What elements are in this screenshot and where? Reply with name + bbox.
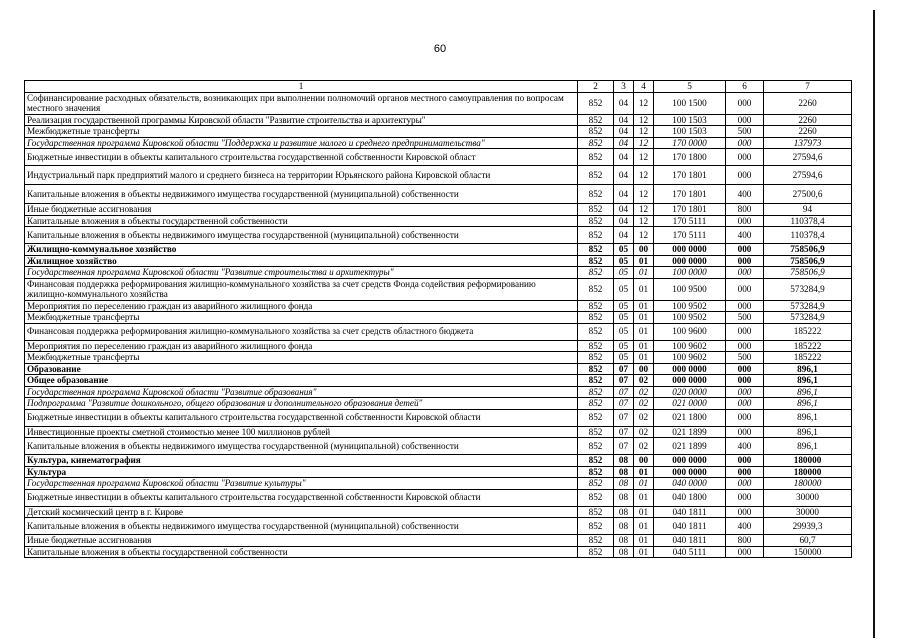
row-description: Капитальные вложения в объекты государственной собственности <box>25 215 578 227</box>
row-description: Бюджетные инвестиции в объекты капитального строительства государственной собственности Кировской област <box>25 149 578 166</box>
row-amount: 180000 <box>764 455 852 467</box>
row-description: Мероприятия по переселению граждан из аварийного жилищного фонда <box>25 300 578 312</box>
row-target-code: 000 0000 <box>654 255 726 267</box>
row-amount: 137973 <box>764 137 852 149</box>
row-expense-type: 000 <box>726 398 764 410</box>
row-section-code: 08 <box>614 455 634 467</box>
row-section-code: 07 <box>614 375 634 387</box>
row-expense-type: 000 <box>726 255 764 267</box>
row-section-code: 08 <box>614 506 634 518</box>
row-description: Культура, кинематография <box>25 455 578 467</box>
row-subsection-code: 01 <box>634 340 654 352</box>
row-section-code: 04 <box>614 114 634 126</box>
row-expense-type: 000 <box>726 137 764 149</box>
row-subsection-code: 01 <box>634 466 654 478</box>
row-target-code: 021 0000 <box>654 398 726 410</box>
row-amount: 896,1 <box>764 438 852 455</box>
table-row <box>25 352 852 364</box>
row-subsection-code: 01 <box>634 518 654 535</box>
row-target-code: 170 0000 <box>654 137 726 149</box>
row-ministry-code: 852 <box>578 340 614 352</box>
row-target-code: 020 0000 <box>654 386 726 398</box>
row-ministry-code: 852 <box>578 535 614 547</box>
row-ministry-code: 852 <box>578 409 614 426</box>
row-amount: 110378,4 <box>764 215 852 227</box>
row-section-code: 05 <box>614 267 634 279</box>
row-amount: 896,1 <box>764 363 852 375</box>
row-expense-type: 000 <box>726 340 764 352</box>
row-description: Финансовая поддержка реформирования жилищно-коммунального хозяйства за счет средств областного бюджета <box>25 323 578 340</box>
row-section-code: 08 <box>614 518 634 535</box>
row-ministry-code: 852 <box>578 300 614 312</box>
row-description: Государственная программа Кировской области "Развитие культуры" <box>25 478 578 490</box>
row-section-code: 08 <box>614 489 634 506</box>
budget-table <box>24 80 852 558</box>
table-row <box>25 137 852 149</box>
row-section-code: 07 <box>614 409 634 426</box>
row-expense-type: 400 <box>726 185 764 204</box>
table-row <box>25 398 852 410</box>
row-subsection-code: 12 <box>634 92 654 114</box>
row-ministry-code: 852 <box>578 278 614 300</box>
table-row <box>25 267 852 279</box>
row-subsection-code: 01 <box>634 323 654 340</box>
row-ministry-code: 852 <box>578 375 614 387</box>
row-section-code: 04 <box>614 227 634 244</box>
row-ministry-code: 852 <box>578 518 614 535</box>
row-amount: 150000 <box>764 546 852 558</box>
row-expense-type: 000 <box>726 426 764 438</box>
row-section-code: 04 <box>614 166 634 185</box>
row-ministry-code: 852 <box>578 398 614 410</box>
row-target-code: 000 0000 <box>654 375 726 387</box>
row-ministry-code: 852 <box>578 506 614 518</box>
table-row <box>25 204 852 216</box>
row-amount: 180000 <box>764 466 852 478</box>
table-row <box>25 506 852 518</box>
row-target-code: 100 0000 <box>654 267 726 279</box>
table-row <box>25 409 852 426</box>
row-target-code: 100 1503 <box>654 114 726 126</box>
row-amount: 573284,9 <box>764 278 852 300</box>
row-subsection-code: 12 <box>634 204 654 216</box>
row-section-code: 05 <box>614 244 634 256</box>
row-amount: 896,1 <box>764 426 852 438</box>
row-description: Иные бюджетные ассигнования <box>25 204 578 216</box>
row-expense-type: 000 <box>726 409 764 426</box>
row-target-code: 040 5111 <box>654 546 726 558</box>
row-amount: 573284,9 <box>764 300 852 312</box>
row-expense-type: 000 <box>726 375 764 387</box>
row-ministry-code: 852 <box>578 489 614 506</box>
page-number: 60 <box>433 43 447 55</box>
row-subsection-code: 02 <box>634 386 654 398</box>
row-section-code: 05 <box>614 255 634 267</box>
row-description: Капитальные вложения в объекты государственной собственности <box>25 546 578 558</box>
row-subsection-code: 02 <box>634 409 654 426</box>
row-description: Индустриальный парк предприятий малого и среднего бизнеса на территории Юрьянского района Кировской области <box>25 166 578 185</box>
row-subsection-code: 01 <box>634 489 654 506</box>
row-amount: 573284,9 <box>764 312 852 324</box>
table-row <box>25 227 852 244</box>
row-section-code: 04 <box>614 204 634 216</box>
row-ministry-code: 852 <box>578 227 614 244</box>
row-expense-type: 000 <box>726 244 764 256</box>
row-target-code: 170 1801 <box>654 166 726 185</box>
row-description: Образование <box>25 363 578 375</box>
row-section-code: 08 <box>614 466 634 478</box>
row-description: Подпрограмма "Развитие дошкольного, общего образования и дополнительного образования детей" <box>25 398 578 410</box>
table-row <box>25 518 852 535</box>
row-amount: 896,1 <box>764 375 852 387</box>
table-row <box>25 278 852 300</box>
row-subsection-code: 12 <box>634 215 654 227</box>
row-ministry-code: 852 <box>578 166 614 185</box>
header-cell: 2 <box>578 81 614 93</box>
row-ministry-code: 852 <box>578 255 614 267</box>
row-expense-type: 000 <box>726 455 764 467</box>
row-description: Капитальные вложения в объекты недвижимого имущества государственной (муниципальной) собственности <box>25 518 578 535</box>
row-section-code: 07 <box>614 363 634 375</box>
row-amount: 2260 <box>764 114 852 126</box>
table-row <box>25 149 852 166</box>
header-row <box>25 81 852 93</box>
row-expense-type: 000 <box>726 546 764 558</box>
row-target-code: 100 1503 <box>654 126 726 138</box>
row-description: Культура <box>25 466 578 478</box>
row-ministry-code: 852 <box>578 185 614 204</box>
header-cell: 1 <box>25 81 578 93</box>
row-section-code: 05 <box>614 278 634 300</box>
row-ministry-code: 852 <box>578 267 614 279</box>
row-ministry-code: 852 <box>578 215 614 227</box>
row-amount: 2260 <box>764 92 852 114</box>
row-amount: 896,1 <box>764 398 852 410</box>
row-subsection-code: 00 <box>634 244 654 256</box>
row-subsection-code: 02 <box>634 375 654 387</box>
row-description: Капитальные вложения в объекты недвижимого имущества государственной (муниципальной) собственности <box>25 185 578 204</box>
row-section-code: 04 <box>614 149 634 166</box>
row-target-code: 021 1899 <box>654 426 726 438</box>
table-row <box>25 215 852 227</box>
row-ministry-code: 852 <box>578 149 614 166</box>
row-ministry-code: 852 <box>578 438 614 455</box>
table-row <box>25 340 852 352</box>
row-target-code: 170 1801 <box>654 204 726 216</box>
row-description: Мероприятия по переселению граждан из аварийного жилищного фонда <box>25 340 578 352</box>
header-cell: 3 <box>614 81 634 93</box>
row-expense-type: 000 <box>726 506 764 518</box>
table-row <box>25 489 852 506</box>
row-amount: 30000 <box>764 489 852 506</box>
row-description: Жилищное хозяйство <box>25 255 578 267</box>
row-ministry-code: 852 <box>578 204 614 216</box>
header-cell: 7 <box>764 81 852 93</box>
row-amount: 185222 <box>764 340 852 352</box>
row-target-code: 100 9500 <box>654 278 726 300</box>
row-subsection-code: 02 <box>634 398 654 410</box>
row-section-code: 04 <box>614 185 634 204</box>
row-amount: 185222 <box>764 323 852 340</box>
row-amount: 758506,9 <box>764 255 852 267</box>
row-description: Бюджетные инвестиции в объекты капитального строительства государственной собственности Кировской области <box>25 489 578 506</box>
row-description: Государственная программа Кировской области "Развитие строительства и архитектуры" <box>25 267 578 279</box>
row-expense-type: 000 <box>726 267 764 279</box>
row-expense-type: 000 <box>726 300 764 312</box>
row-section-code: 05 <box>614 323 634 340</box>
table-row <box>25 386 852 398</box>
row-target-code: 000 0000 <box>654 455 726 467</box>
row-description: Капитальные вложения в объекты недвижимого имущества государственной (муниципальной) собственности <box>25 438 578 455</box>
row-description: Бюджетные инвестиции в объекты капитального строительства государственной собственности Кировской области <box>25 409 578 426</box>
row-target-code: 040 0000 <box>654 478 726 490</box>
row-expense-type: 000 <box>726 363 764 375</box>
row-section-code: 05 <box>614 312 634 324</box>
row-ministry-code: 852 <box>578 363 614 375</box>
row-expense-type: 000 <box>726 114 764 126</box>
row-expense-type: 500 <box>726 312 764 324</box>
row-description: Межбюджетные трансферты <box>25 352 578 364</box>
table-row <box>25 126 852 138</box>
row-ministry-code: 852 <box>578 137 614 149</box>
row-subsection-code: 01 <box>634 267 654 279</box>
row-section-code: 05 <box>614 300 634 312</box>
table-row <box>25 546 852 558</box>
row-expense-type: 000 <box>726 92 764 114</box>
row-ministry-code: 852 <box>578 546 614 558</box>
row-amount: 758506,9 <box>764 244 852 256</box>
row-amount: 27594,6 <box>764 149 852 166</box>
table-row <box>25 438 852 455</box>
table-body <box>25 81 852 558</box>
row-ministry-code: 852 <box>578 92 614 114</box>
row-description: Детский космический центр в г. Кирове <box>25 506 578 518</box>
row-section-code: 08 <box>614 535 634 547</box>
row-section-code: 05 <box>614 352 634 364</box>
row-subsection-code: 01 <box>634 546 654 558</box>
row-subsection-code: 01 <box>634 300 654 312</box>
row-amount: 758506,9 <box>764 267 852 279</box>
row-expense-type: 000 <box>726 489 764 506</box>
header-cell: 4 <box>634 81 654 93</box>
row-amount: 185222 <box>764 352 852 364</box>
row-subsection-code: 01 <box>634 278 654 300</box>
row-expense-type: 500 <box>726 352 764 364</box>
row-target-code: 170 5111 <box>654 227 726 244</box>
row-amount: 27500,6 <box>764 185 852 204</box>
row-target-code: 100 9502 <box>654 300 726 312</box>
table-row <box>25 185 852 204</box>
row-subsection-code: 01 <box>634 506 654 518</box>
row-amount: 94 <box>764 204 852 216</box>
row-ministry-code: 852 <box>578 386 614 398</box>
row-subsection-code: 01 <box>634 255 654 267</box>
table-row <box>25 535 852 547</box>
row-description: Государственная программа Кировской области "Поддержка и развитие малого и среднего предпринимательства" <box>25 137 578 149</box>
table-row <box>25 323 852 340</box>
row-subsection-code: 12 <box>634 114 654 126</box>
header-cell: 6 <box>726 81 764 93</box>
row-amount: 27594,6 <box>764 166 852 185</box>
row-description: Инвестиционные проекты сметной стоимостью менее 100 миллионов рублей <box>25 426 578 438</box>
row-amount: 2260 <box>764 126 852 138</box>
row-expense-type: 800 <box>726 204 764 216</box>
header-cell: 5 <box>654 81 726 93</box>
table-row <box>25 300 852 312</box>
row-ministry-code: 852 <box>578 466 614 478</box>
row-description: Капитальные вложения в объекты недвижимого имущества государственной (муниципальной) собственности <box>25 227 578 244</box>
row-amount: 180000 <box>764 478 852 490</box>
row-expense-type: 000 <box>726 149 764 166</box>
row-subsection-code: 01 <box>634 478 654 490</box>
row-expense-type: 400 <box>726 438 764 455</box>
row-target-code: 040 1800 <box>654 489 726 506</box>
table-row <box>25 478 852 490</box>
row-subsection-code: 00 <box>634 455 654 467</box>
row-section-code: 08 <box>614 546 634 558</box>
row-description: Финансовая поддержка реформирования жилищно-коммунального хозяйства за счет средств Фонда содействия реформированию жилищно-коммунального хозяйства <box>25 278 578 300</box>
row-amount: 30000 <box>764 506 852 518</box>
row-ministry-code: 852 <box>578 426 614 438</box>
row-subsection-code: 12 <box>634 137 654 149</box>
row-ministry-code: 852 <box>578 312 614 324</box>
row-subsection-code: 12 <box>634 126 654 138</box>
row-subsection-code: 00 <box>634 363 654 375</box>
row-section-code: 07 <box>614 426 634 438</box>
row-subsection-code: 01 <box>634 312 654 324</box>
row-section-code: 05 <box>614 340 634 352</box>
row-description: Государственная программа Кировской области "Развитие образования" <box>25 386 578 398</box>
table-row <box>25 114 852 126</box>
row-ministry-code: 852 <box>578 114 614 126</box>
row-section-code: 07 <box>614 398 634 410</box>
row-amount: 60,7 <box>764 535 852 547</box>
row-subsection-code: 02 <box>634 426 654 438</box>
row-expense-type: 000 <box>726 278 764 300</box>
row-subsection-code: 12 <box>634 227 654 244</box>
row-subsection-code: 01 <box>634 535 654 547</box>
row-ministry-code: 852 <box>578 126 614 138</box>
row-target-code: 170 5111 <box>654 215 726 227</box>
row-target-code: 021 1800 <box>654 409 726 426</box>
row-target-code: 100 1500 <box>654 92 726 114</box>
row-expense-type: 000 <box>726 478 764 490</box>
row-ministry-code: 852 <box>578 244 614 256</box>
row-target-code: 000 0000 <box>654 244 726 256</box>
row-section-code: 07 <box>614 386 634 398</box>
row-subsection-code: 02 <box>634 438 654 455</box>
row-expense-type: 400 <box>726 518 764 535</box>
row-target-code: 040 1811 <box>654 506 726 518</box>
row-subsection-code: 12 <box>634 185 654 204</box>
row-amount: 896,1 <box>764 386 852 398</box>
row-expense-type: 000 <box>726 386 764 398</box>
row-expense-type: 000 <box>726 323 764 340</box>
table-row <box>25 375 852 387</box>
table-row <box>25 255 852 267</box>
row-section-code: 04 <box>614 92 634 114</box>
row-ministry-code: 852 <box>578 323 614 340</box>
row-target-code: 100 9600 <box>654 323 726 340</box>
row-section-code: 08 <box>614 478 634 490</box>
row-amount: 29939,3 <box>764 518 852 535</box>
table-row <box>25 312 852 324</box>
row-description: Общее образование <box>25 375 578 387</box>
table-row <box>25 466 852 478</box>
row-target-code: 040 1811 <box>654 535 726 547</box>
row-target-code: 100 9602 <box>654 340 726 352</box>
row-section-code: 04 <box>614 137 634 149</box>
row-subsection-code: 12 <box>634 166 654 185</box>
row-target-code: 170 1800 <box>654 149 726 166</box>
row-expense-type: 000 <box>726 466 764 478</box>
row-expense-type: 400 <box>726 227 764 244</box>
page-edge-line <box>873 10 875 638</box>
row-ministry-code: 852 <box>578 352 614 364</box>
row-amount: 110378,4 <box>764 227 852 244</box>
table-row <box>25 244 852 256</box>
row-expense-type: 000 <box>726 166 764 185</box>
row-expense-type: 800 <box>726 535 764 547</box>
row-target-code: 100 9602 <box>654 352 726 364</box>
row-subsection-code: 01 <box>634 352 654 364</box>
row-section-code: 07 <box>614 438 634 455</box>
row-ministry-code: 852 <box>578 455 614 467</box>
row-description: Жилищно-коммунальное хозяйство <box>25 244 578 256</box>
row-section-code: 04 <box>614 215 634 227</box>
row-target-code: 000 0000 <box>654 466 726 478</box>
row-description: Межбюджетные трансферты <box>25 312 578 324</box>
row-target-code: 021 1899 <box>654 438 726 455</box>
row-description: Реализация государственной программы Кировской области "Развитие строительства и архитектуры" <box>25 114 578 126</box>
table-row <box>25 455 852 467</box>
row-description: Иные бюджетные ассигнования <box>25 535 578 547</box>
table-row <box>25 92 852 114</box>
table-row <box>25 426 852 438</box>
row-amount: 896,1 <box>764 409 852 426</box>
row-target-code: 170 1801 <box>654 185 726 204</box>
table-row <box>25 166 852 185</box>
row-target-code: 000 0000 <box>654 363 726 375</box>
row-ministry-code: 852 <box>578 478 614 490</box>
row-expense-type: 000 <box>726 215 764 227</box>
row-section-code: 04 <box>614 126 634 138</box>
row-description: Межбюджетные трансферты <box>25 126 578 138</box>
row-subsection-code: 12 <box>634 149 654 166</box>
row-expense-type: 500 <box>726 126 764 138</box>
row-description: Софинансирование расходных обязательств, возникающих при выполнении полномочий органов местного самоуправления по вопросам местного значения <box>25 92 578 114</box>
row-target-code: 040 1811 <box>654 518 726 535</box>
table-row <box>25 363 852 375</box>
row-target-code: 100 9502 <box>654 312 726 324</box>
